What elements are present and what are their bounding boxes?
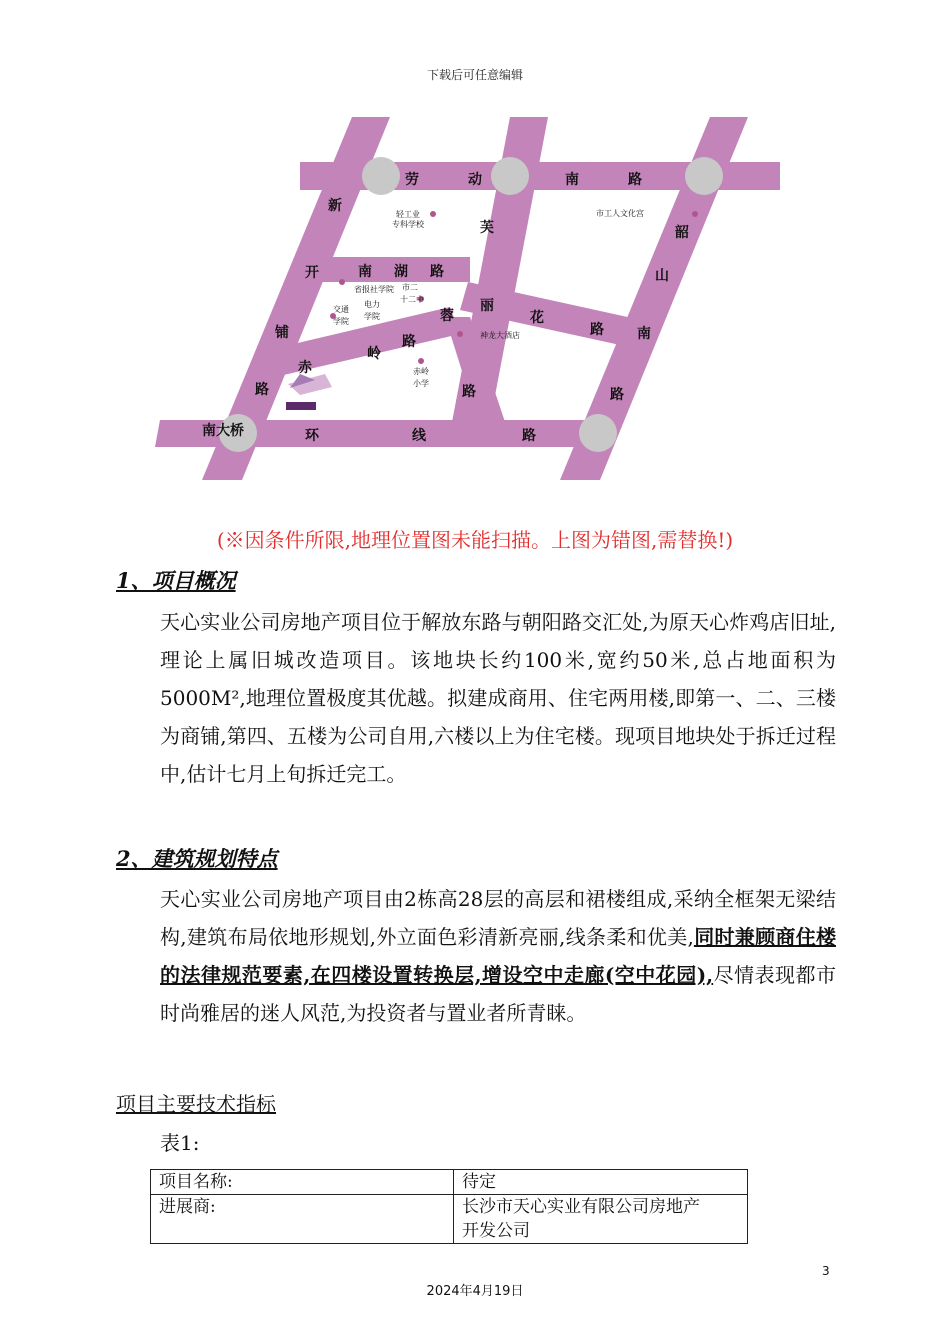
section1-heading: 1、项目概况 — [116, 568, 236, 593]
poi-dianli-1: 电力 — [364, 300, 380, 309]
poi-ershier-1: 市二 — [402, 283, 418, 292]
map-disclaimer-note: (※因条件所限,地理位置图未能扫描。上图为错图,需替换!) — [216, 528, 734, 552]
table-row — [151, 1195, 748, 1244]
label-nanhu-2: 湖 — [394, 264, 408, 280]
section2-body-before: 天心实业公司房地产项目由2栋高28层的高层和裙楼组成,采纳全框架无梁结构,建筑布局依地形规划,外立面色彩清新亮丽,线条柔和优美, — [160, 887, 836, 949]
poi-chiling-1: 赤岭 — [413, 367, 429, 376]
label-huanxian-1: 环 — [305, 428, 319, 444]
section1-body: 天心实业公司房地产项目位于解放东路与朝阳路交汇处,为原天心炸鸡店旧址,理论上属旧城改造项目。该地块长约100米,宽约50米,总占地面积为5000M²,地理位置极度其优越。拟建成商用、住宅两用楼,即第一、二、三楼为商铺,第四、五楼为公司自用,六楼以上为住宅楼。现项目地块处于拆迁过程中,估计七月上旬拆迁完工。 — [160, 610, 836, 786]
site-marker — [286, 374, 332, 410]
table-row — [151, 1170, 748, 1195]
poi-jiaotong-2: 学院 — [333, 317, 349, 326]
poi-shenlong: 神龙大酒店 — [480, 331, 520, 340]
section2-heading: 2、建筑规划特点 — [116, 846, 278, 871]
label-huanxian-3: 路 — [522, 428, 536, 444]
label-nanhu-1: 南 — [358, 264, 372, 280]
poi-dot — [457, 331, 463, 337]
poi-dianli-2: 学院 — [364, 312, 380, 321]
section2-body-after: 尽情表现都市时尚雅居的迷人风范,为投资者与置业者所青睐。 — [160, 963, 836, 1025]
label-nanhu-3: 路 — [430, 264, 444, 280]
label-furong-1: 芙 — [480, 220, 494, 236]
label-xinkai-4: 路 — [255, 382, 269, 398]
poi-dot — [430, 211, 436, 217]
poi-chiling-2: 小学 — [413, 379, 429, 388]
section2-paragraph — [116, 880, 836, 1032]
page-number: 3 — [822, 1264, 830, 1278]
table-cell-value: 待定 — [454, 1170, 748, 1195]
roundabout-2 — [491, 157, 529, 195]
poi-jiaotong-1: 交通 — [333, 305, 349, 314]
tech-indicators-table — [150, 1169, 748, 1244]
poi-shengbao: 省报社学院 — [354, 285, 394, 294]
label-laodong-2: 动 — [468, 172, 482, 188]
table-cell-value-line1: 长沙市天心实业有限公司房地产 — [462, 1197, 700, 1217]
label-furong-3: 路 — [462, 384, 476, 400]
table-cell-value — [454, 1195, 748, 1244]
label-chiling-2: 岭 — [367, 346, 381, 362]
roundabout-3 — [685, 157, 723, 195]
road-nanhu — [310, 257, 470, 282]
page-header-caption: 下载后可任意编辑 — [426, 68, 523, 82]
label-chiling-3: 路 — [402, 334, 416, 350]
poi-dot — [692, 211, 698, 217]
location-map — [150, 112, 780, 487]
label-xinkai-2: 开 — [305, 265, 319, 281]
label-shaoshan-4: 路 — [610, 387, 624, 403]
table-cell-value-line2: 开发公司 — [462, 1221, 530, 1241]
poi-ershier-2: 十二中 — [400, 295, 424, 304]
label-huanxian-2: 线 — [412, 428, 426, 444]
label-chiling-1: 赤 — [298, 360, 312, 376]
poi-wenhuagong: 市工人文化宫 — [596, 209, 644, 218]
poi-qinggong-2: 专科学校 — [392, 220, 424, 229]
label-shaoshan-3: 南 — [637, 326, 651, 342]
label-xinkai-3: 铺 — [275, 325, 289, 341]
label-laodong-3: 南 — [565, 172, 579, 188]
label-laodong-1: 劳 — [405, 172, 419, 188]
table-cell-label: 项目名称: — [151, 1170, 454, 1195]
label-furong-2: 蓉 — [440, 308, 454, 324]
section2-body — [116, 880, 836, 1032]
label-nandaqiao: 南大桥 — [202, 423, 244, 439]
table-cell-label: 进展商: — [151, 1195, 454, 1244]
poi-qinggong-1: 轻工业 — [396, 210, 420, 219]
label-shaoshan-1: 韶 — [675, 225, 689, 241]
roundabout-1 — [362, 157, 400, 195]
footer-date: 2024年4月19日 — [426, 1284, 524, 1299]
label-xinkai-1: 新 — [328, 198, 342, 214]
label-laodong-4: 路 — [628, 172, 642, 188]
site-block — [286, 402, 316, 410]
poi-dot — [418, 358, 424, 364]
section2-body-bold: 同时兼顾商住楼的法律规范要素,在四楼设置转换层,增设空中走廊(空中花园), — [160, 925, 837, 987]
roundabout-5 — [579, 414, 617, 452]
label-shaoshan-2: 山 — [655, 268, 669, 284]
tech-indicators-title: 项目主要技术指标 — [116, 1092, 276, 1116]
label-lihua-3: 路 — [590, 322, 604, 338]
section1-paragraph — [116, 603, 836, 793]
label-lihua-1: 丽 — [480, 298, 494, 314]
poi-dot — [339, 279, 345, 285]
label-lihua-2: 花 — [530, 310, 544, 326]
table-caption: 表1: — [160, 1131, 200, 1155]
